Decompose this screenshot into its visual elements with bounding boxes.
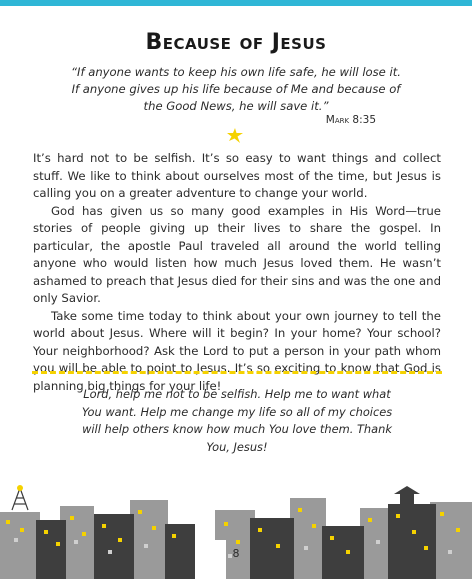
- body-paragraph-3: Take some time today to think about your own journey to tell the world about Jesus. Where will it begin? In your home? Your school? Your neighborhood? Ask the Lord to put a person in your path whom you will be able to point to Jesus. It’s so exciting to know that God is planning big things for your life!: [33, 308, 441, 393]
- page-number: 8: [232, 547, 240, 560]
- scripture-quote: “If anyone wants to keep his own life safe, he will lose it. If anyone gives up his life because of Me and because of the Good News, he will save it.”: [71, 65, 401, 113]
- prayer-text: Lord, help me not to be selfish. Help me to want what You want. Help me change my life so all of my choices will help others know how much You love them. Thank You, Jesus!: [81, 387, 393, 454]
- devotional-body: [33, 150, 441, 395]
- top-color-bar: [0, 0, 472, 6]
- body-paragraph-1: It’s hard not to be selfish. It’s so easy to want things and collect stuff. We like to think about ourselves most of the time, but Jesus is calling you on a greater adventure to change your world.: [33, 151, 441, 200]
- dashed-divider: [32, 371, 442, 374]
- body-paragraph-2: God has given us so many good examples in His Word—true stories of people giving up their lives to share the gospel. In particular, the apostle Paul traveled all around the world telling anyone who would listen how much Jesus loved them. He wasn’t ashamed to preach that Jesus died for their sins and was the one and only Savior.: [33, 203, 441, 305]
- page-title: Because of Jesus: [145, 30, 327, 55]
- star-icon: [223, 128, 245, 144]
- scripture-reference: Mark 8:35: [325, 114, 376, 126]
- city-skyline-illustration: [0, 480, 472, 579]
